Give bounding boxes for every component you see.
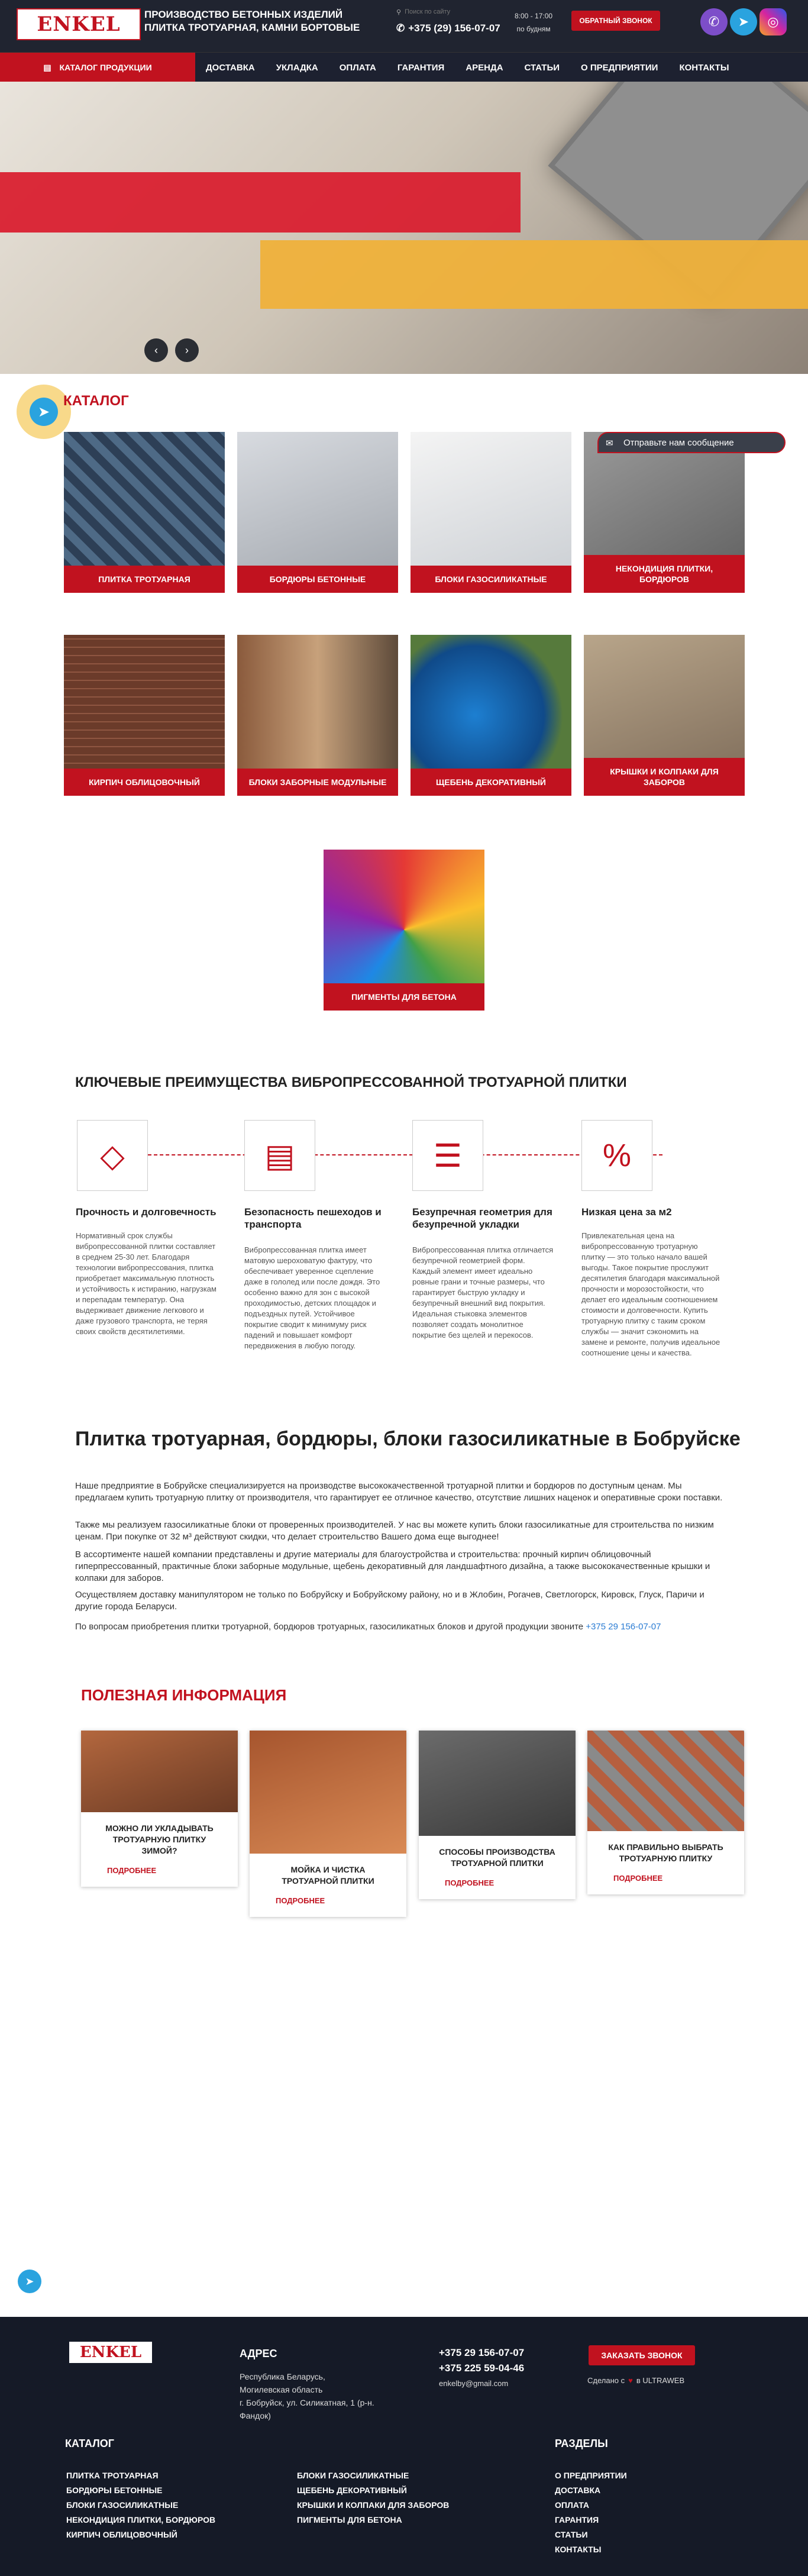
percent-icon: % bbox=[581, 1120, 652, 1191]
seo-phone-link[interactable]: +375 29 156-07-07 bbox=[586, 1622, 661, 1632]
footer-sections-title: РАЗДЕЛЫ bbox=[555, 2438, 608, 2449]
catalog-card[interactable]: НЕКОНДИЦИЯ ПЛИТКИ, БОРДЮРОВ bbox=[584, 432, 745, 593]
send-message-button[interactable]: ✉ Отправьте нам сообщение bbox=[597, 432, 786, 453]
seo-paragraph: Также мы реализуем газосиликатные блоки от проверенных производителей. У нас вы можете купить блоки газосиликатные для строительства по низким ценам. При покупке от 32 м³ действуют скидки, что делает строительство Вашего дома еще выгоднее! bbox=[75, 1520, 714, 1542]
catalog-card[interactable]: ЩЕБЕНЬ ДЕКОРАТИВНЫЙ bbox=[411, 635, 571, 796]
nav-item-contacts[interactable]: КОНТАКТЫ bbox=[679, 62, 729, 73]
hero-slider bbox=[0, 82, 808, 374]
seo-paragraph: Осуществляем доставку манипулятором не только по Бобруйску и Бобруйскому району, но и в Жлобин, Рогачев, Светлогорск, Кировск, Глуск, Паричи и другие города Беларуси. bbox=[75, 1590, 704, 1612]
footer-link[interactable]: КИРПИЧ ОБЛИЦОВОЧНЫЙ bbox=[66, 2530, 177, 2539]
viber-icon[interactable]: ✆ bbox=[700, 8, 728, 35]
top-header bbox=[0, 0, 808, 52]
catalog-menu-button[interactable]: ▤ КАТАЛОГ ПРОДУКЦИИ bbox=[0, 53, 195, 82]
callback-button[interactable]: ОБРАТНЫЙ ЗВОНОК bbox=[571, 11, 660, 31]
search-input[interactable] bbox=[405, 8, 505, 15]
work-hours: 8:00 - 17:00 по будням bbox=[515, 12, 553, 33]
advantage-title: Безопасность пешеходов и транспорта bbox=[244, 1206, 382, 1230]
footer-catalog-col2 bbox=[297, 2468, 449, 2527]
advantage-text: Вибропрессованная плитка имеет матовую шероховатую фактуру, что обеспечивает уверенное сцепление даже в гололед или после дождя. Это особенно важно для зон с высокой проходимостью, детских площадок и подъездных путей. Устойчивое покрытие сводит к минимуму риск падений и повышает комфорт передвижения в любую погоду. bbox=[244, 1245, 380, 1350]
catalog-card[interactable]: ПЛИТКА ТРОТУАРНАЯ bbox=[64, 432, 225, 593]
phone-icon: ✆ bbox=[396, 22, 405, 34]
advantage-text: Вибропрессованная плитка отличается безупречной геометрией форм. Каждый элемент имеет идеально ровные грани и точные размеры, что гарантирует быструю укладку и безупречный внешний вид покрытия. Идеальная стыковка элементов позволяет создать монолитное покрытие без щелей и перекосов. bbox=[412, 1245, 554, 1339]
catalog-card[interactable]: КИРПИЧ ОБЛИЦОВОЧНЫЙ bbox=[64, 635, 225, 796]
footer-link[interactable]: КРЫШКИ И КОЛПАКИ ДЛЯ ЗАБОРОВ bbox=[297, 2500, 450, 2510]
seo-paragraph: Наше предприятие в Бобруйске специализируется на производстве высококачественной тротуарной плитки и бордюров по доступным ценам. Мы предлагаем купить тротуарную плитку от производителя, что гарантирует ее отличное качество, отсутствие лишних наценок и оперативные сроки поставки. bbox=[75, 1481, 723, 1503]
chat-icon: ✉ bbox=[606, 438, 613, 448]
slider-next-button[interactable]: › bbox=[175, 338, 199, 362]
catalog-card[interactable]: БЛОКИ ГАЗОСИЛИКАТНЫЕ bbox=[411, 432, 571, 593]
header-phone[interactable]: ✆ +375 (29) 156-07-07 bbox=[396, 22, 500, 34]
footer-address: Республика Беларусь, Могилевская область г. Бобруйск, ул. Силикатная, 1 (р-н. Фандок) bbox=[240, 2372, 374, 2420]
book-icon: ▤ bbox=[43, 62, 51, 72]
search-icon[interactable]: ⚲ bbox=[396, 8, 402, 16]
order-call-button[interactable]: ЗАКАЗАТЬ ЗВОНОК bbox=[589, 2345, 695, 2365]
instagram-icon[interactable]: ◎ bbox=[759, 8, 787, 35]
site-logo[interactable]: ENKEL bbox=[17, 8, 141, 40]
more-link[interactable]: ПОДРОБНЕЕ bbox=[276, 1896, 325, 1905]
more-link[interactable]: ПОДРОБНЕЕ bbox=[613, 1874, 663, 1883]
seo-paragraph: В ассортименте нашей компании представлены и другие материалы для благоустройства и строительства: прочный кирпич облицовочный гиперпрессованный, практичные блоки заборные модульные, щебень декоративный для ландшафтного дизайна, а также высококачественные крышки и колпаки для заборов. bbox=[75, 1550, 710, 1583]
advantages-title: КЛЮЧЕВЫЕ ПРЕИМУЩЕСТВА ВИБРОПРЕССОВАННОЙ ТРОТУАРНОЙ ПЛИТКИ bbox=[75, 1074, 627, 1090]
footer-sections bbox=[555, 2468, 627, 2557]
footer-link[interactable]: ДОСТАВКА bbox=[555, 2485, 601, 2495]
news-card[interactable]: КАК ПРАВИЛЬНО ВЫБРАТЬ ТРОТУАРНУЮ ПЛИТКУ ПОДРОБНЕЕ bbox=[587, 1731, 744, 1894]
news-image bbox=[587, 1731, 744, 1831]
footer-link[interactable]: СТАТЬИ bbox=[555, 2530, 588, 2539]
nav-item-payment[interactable]: ОПЛАТА bbox=[339, 62, 376, 73]
nav-item-about[interactable]: О ПРЕДПРИЯТИИ bbox=[581, 62, 658, 73]
footer bbox=[0, 2317, 808, 2576]
footer-link[interactable]: БЛОКИ ГАЗОСИЛИКАТНЫЕ bbox=[297, 2471, 409, 2480]
seo-title: Плитка тротуарная, бордюры, блоки газосиликатные в Бобруйске bbox=[75, 1428, 741, 1450]
catalog-title: КАТАЛОГ bbox=[63, 393, 129, 409]
advantage-title: Прочность и долговечность bbox=[76, 1206, 216, 1218]
document-icon: ▤ bbox=[244, 1120, 315, 1191]
news-card[interactable]: МОЖНО ЛИ УКЛАДЫВАТЬ ТРОТУАРНУЮ ПЛИТКУ ЗИМОЙ? ПОДРОБНЕЕ bbox=[81, 1731, 238, 1887]
telegram-icon[interactable]: ➤ bbox=[730, 8, 757, 35]
footer-logo[interactable]: ENKEL bbox=[69, 2342, 152, 2363]
footer-link[interactable]: ЩЕБЕНЬ ДЕКОРАТИВНЫЙ bbox=[297, 2485, 407, 2495]
nav-item-installation[interactable]: УКЛАДКА bbox=[276, 62, 318, 73]
footer-link[interactable]: ПИГМЕНТЫ ДЛЯ БЕТОНА bbox=[297, 2515, 402, 2525]
footer-link[interactable]: О ПРЕДПРИЯТИИ bbox=[555, 2471, 627, 2480]
news-card[interactable]: МОЙКА И ЧИСТКА ТРОТУАРНОЙ ПЛИТКИ ПОДРОБНЕЕ bbox=[250, 1731, 406, 1917]
search-box[interactable] bbox=[396, 6, 515, 18]
catalog-card[interactable]: ПИГМЕНТЫ ДЛЯ БЕТОНА bbox=[324, 850, 484, 1011]
advantage-text: Привлекательная цена на вибропрессованную тротуарную плитку — это только начало вашей выгоды. Такое покрытие прослужит десятилетия благодаря максимальной прочности и морозостойкости, что делает его идеальным соотношением стоимости и долговечности. Купить тротуарную плитку с таким сроком службы — значит сэкономить на замене и ремонте, получив идеальное соотношение цены и качества. bbox=[581, 1231, 720, 1357]
footer-link[interactable]: ГАРАНТИЯ bbox=[555, 2515, 599, 2525]
seo-contact: По вопросам приобретения плитки тротуарной, бордюров тротуарных, газосиликатных блоков и другой продукции звоните +375 29 156-07-07 bbox=[75, 1622, 661, 1632]
catalog-card[interactable]: БЛОКИ ЗАБОРНЫЕ МОДУЛЬНЫЕ bbox=[237, 635, 398, 796]
footer-phones: +375 29 156-07-07 +375 225 59-04-46 enkelby@gmail.com bbox=[439, 2347, 525, 2388]
telegram-icon: ➤ bbox=[18, 2270, 41, 2293]
telegram-icon: ➤ bbox=[30, 398, 58, 426]
news-title: ПОЛЕЗНАЯ ИНФОРМАЦИЯ bbox=[81, 1686, 287, 1704]
footer-link[interactable]: НЕКОНДИЦИЯ ПЛИТКИ, БОРДЮРОВ bbox=[66, 2515, 216, 2525]
diamond-icon: ◇ bbox=[77, 1120, 148, 1191]
stack-icon: ☰ bbox=[412, 1120, 483, 1191]
footer-link[interactable]: КОНТАКТЫ bbox=[555, 2545, 602, 2554]
slider-prev-button[interactable]: ‹ bbox=[144, 338, 168, 362]
nav-item-articles[interactable]: СТАТЬИ bbox=[524, 62, 560, 73]
advantage-text: Нормативный срок службы вибропрессованной плитки составляет в среднем 25-30 лет. Благодаря технологии вибропрессования, плитка приобретает максимальную плотность и устойчивость к истиранию, нагрузкам и перепадам температур. Она выдерживает движение легкового и даже грузового транспорта, не теряя своих свойств десятилетиями. bbox=[76, 1231, 216, 1336]
telegram-float-button[interactable] bbox=[12, 2264, 47, 2299]
nav-items bbox=[195, 53, 740, 82]
nav-item-rent[interactable]: АРЕНДА bbox=[466, 62, 503, 73]
advantage-title: Низкая цена за м2 bbox=[581, 1206, 672, 1218]
footer-link[interactable]: БЛОКИ ГАЗОСИЛИКАТНЫЕ bbox=[66, 2500, 179, 2510]
heart-icon: ♥ bbox=[628, 2376, 633, 2385]
footer-catalog-col1 bbox=[66, 2468, 215, 2542]
more-link[interactable]: ПОДРОБНЕЕ bbox=[445, 1878, 495, 1887]
main-nav bbox=[0, 52, 808, 82]
hero-red-band bbox=[0, 172, 521, 233]
catalog-card[interactable]: БОРДЮРЫ БЕТОННЫЕ bbox=[237, 432, 398, 593]
footer-address-title: АДРЕС bbox=[240, 2348, 277, 2359]
more-link[interactable]: ПОДРОБНЕЕ bbox=[107, 1866, 157, 1875]
footer-catalog-title: КАТАЛОГ bbox=[65, 2438, 115, 2449]
footer-link[interactable]: ПЛИТКА ТРОТУАРНАЯ bbox=[66, 2471, 159, 2480]
news-image bbox=[419, 1731, 576, 1836]
footer-link[interactable]: БОРДЮРЫ БЕТОННЫЕ bbox=[66, 2485, 163, 2495]
footer-link[interactable]: ОПЛАТА bbox=[555, 2500, 589, 2510]
news-card[interactable]: СПОСОБЫ ПРОИЗВОДСТВА ТРОТУАРНОЙ ПЛИТКИ ПОДРОБНЕЕ bbox=[419, 1731, 576, 1899]
hero-yellow-band bbox=[260, 240, 808, 309]
news-image bbox=[250, 1731, 406, 1854]
advantage-title: Безупречная геометрия для безупречной укладки bbox=[412, 1206, 552, 1230]
nav-item-delivery[interactable]: ДОСТАВКА bbox=[206, 62, 255, 73]
catalog-card[interactable]: КРЫШКИ И КОЛПАКИ ДЛЯ ЗАБОРОВ bbox=[584, 635, 745, 796]
site-tagline: ПРОИЗВОДСТВО БЕТОННЫХ ИЗДЕЛИЙ ПЛИТКА ТРОТУАРНАЯ, КАМНИ БОРТОВЫЕ bbox=[144, 9, 360, 33]
news-image bbox=[81, 1731, 238, 1812]
made-by: Сделано с ♥ в ULTRAWEB bbox=[587, 2376, 685, 2385]
nav-item-warranty[interactable]: ГАРАНТИЯ bbox=[397, 62, 445, 73]
